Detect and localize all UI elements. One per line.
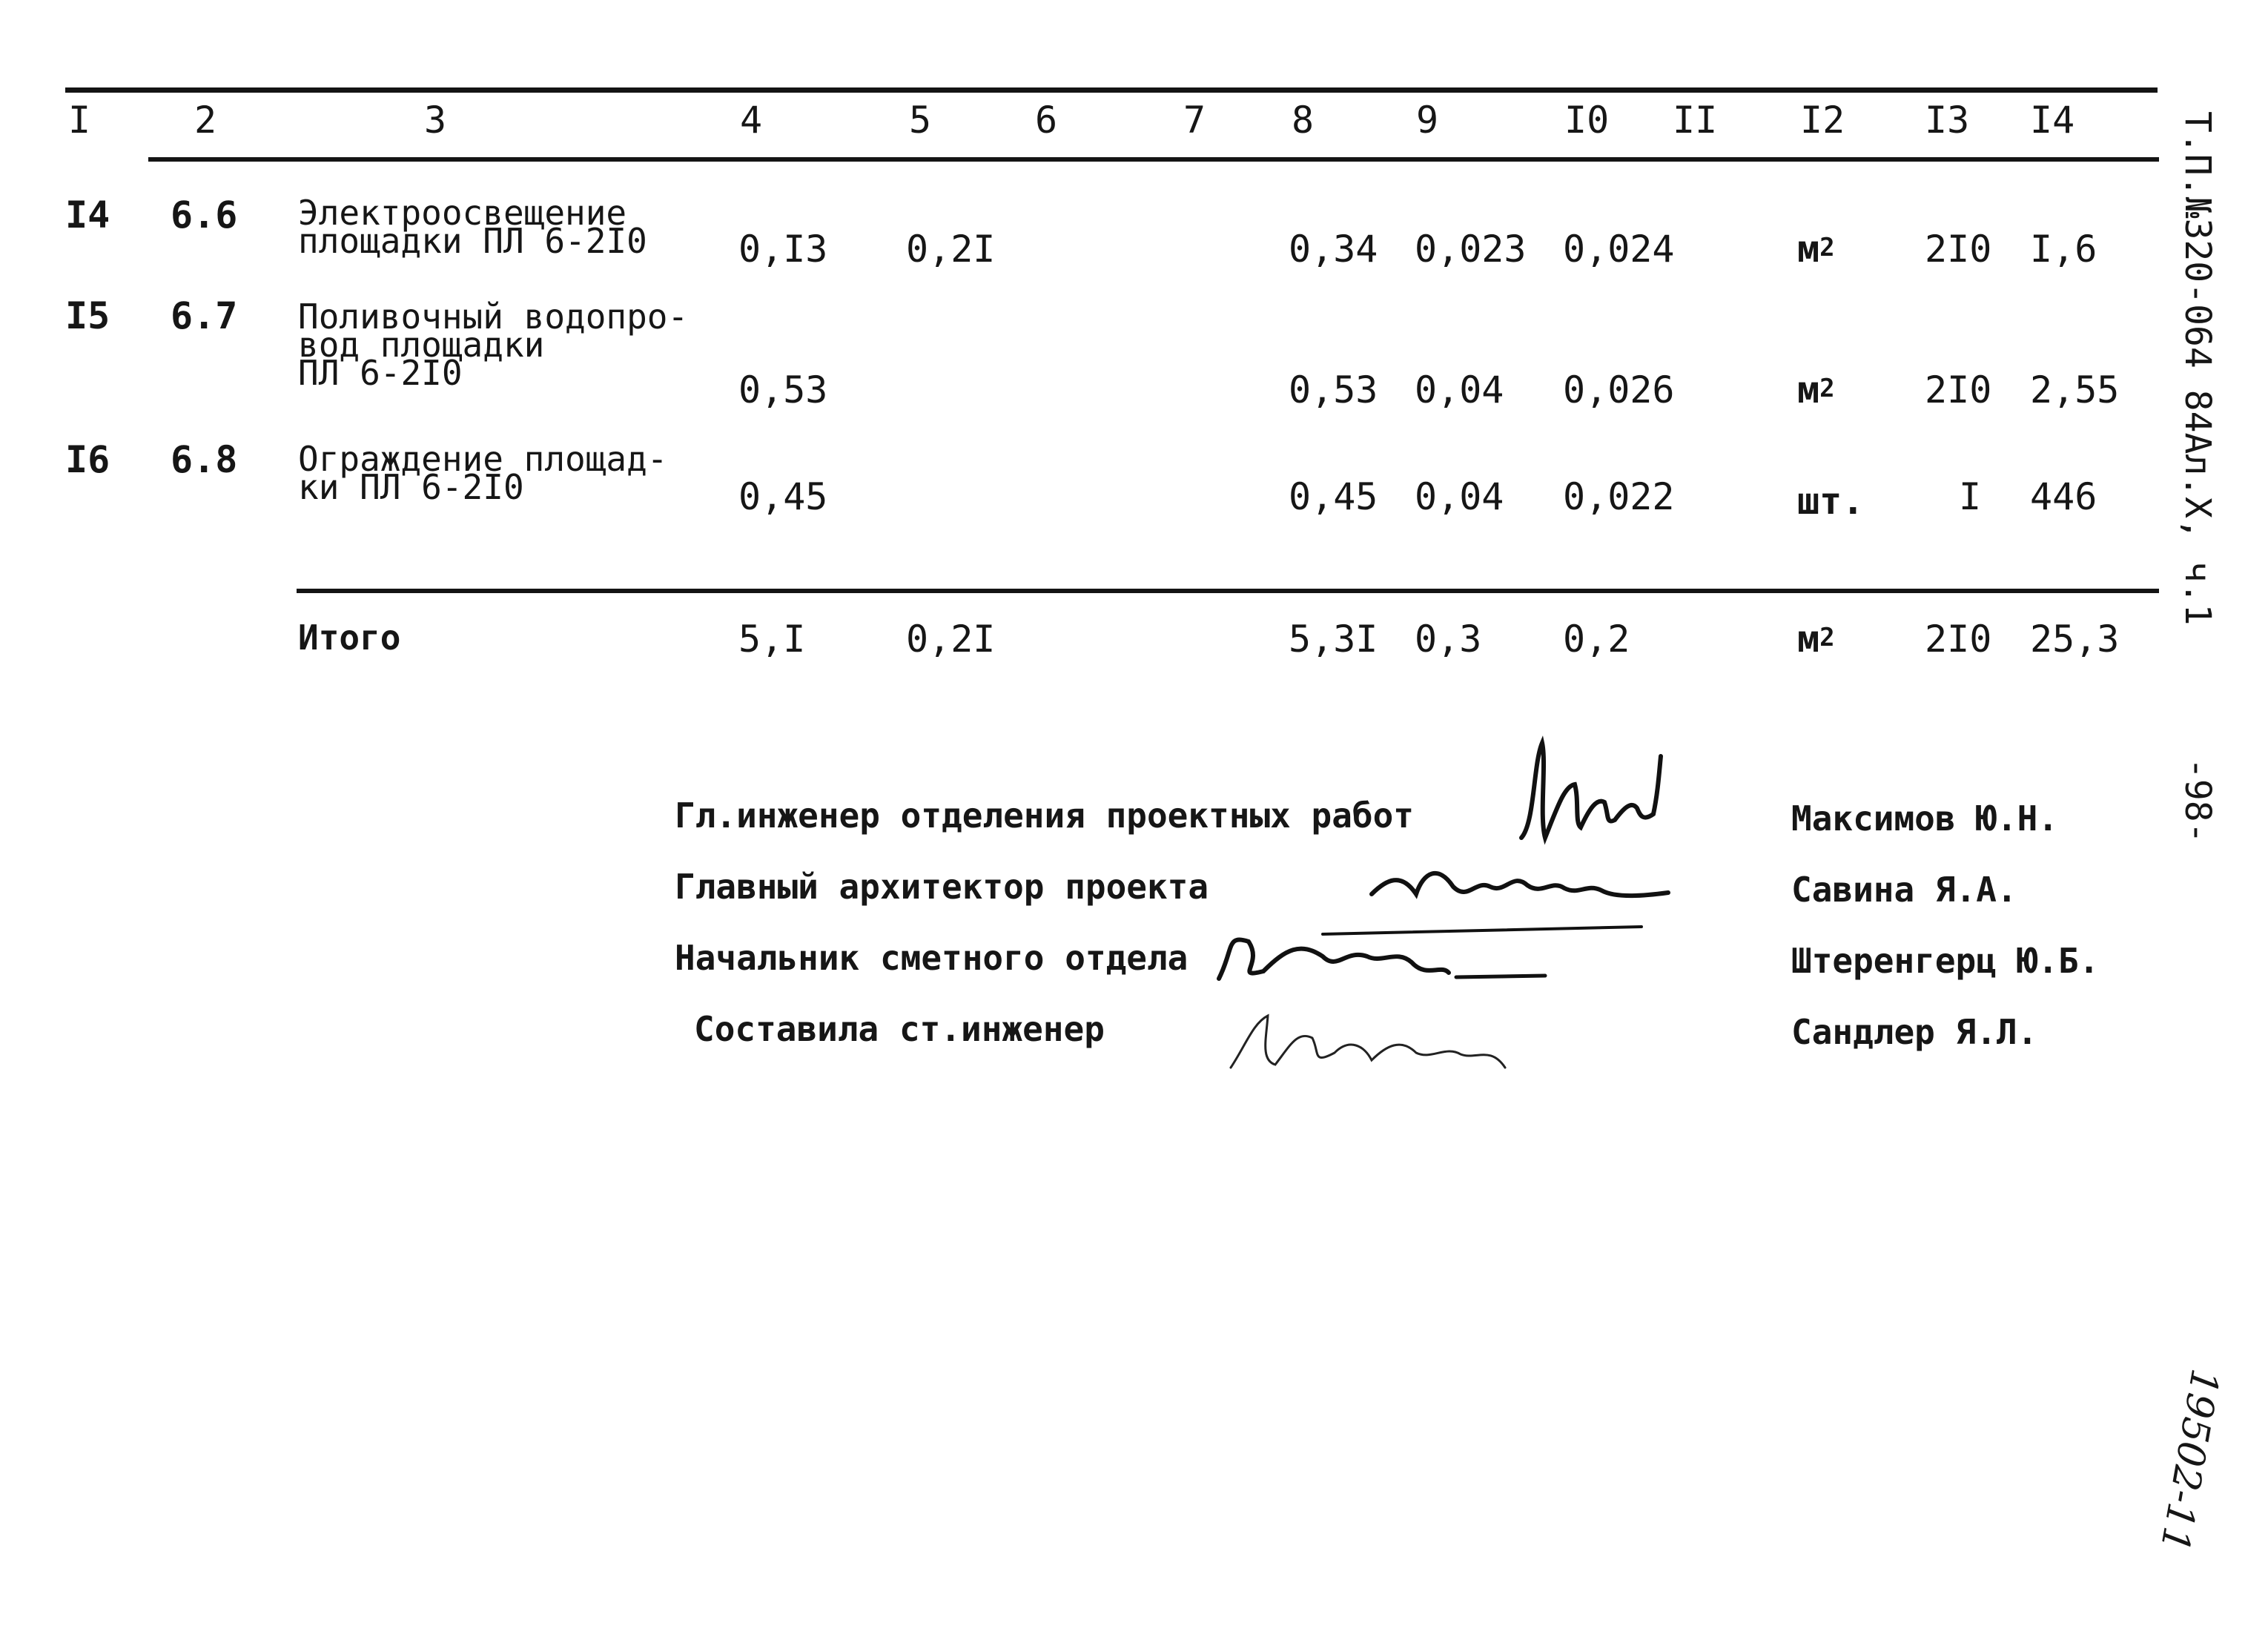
col-header: 2: [194, 99, 217, 142]
cell-col13: I: [1959, 475, 1982, 518]
col-header: I4: [2030, 99, 2075, 142]
signature-image: [1512, 734, 1676, 853]
col-header: 4: [740, 99, 763, 142]
cell-col13: 2I0: [1925, 618, 1992, 661]
row-name: Ограждение площад- ки ПЛ 6-2I0: [298, 439, 668, 507]
col-header: I: [68, 99, 91, 142]
cell-col10: 0,024: [1563, 228, 1675, 271]
signatory-position: Гл.инженер отделения проектных работ: [675, 796, 1414, 836]
signatory-name: Штеренгерц Ю.Б.: [1791, 941, 2100, 981]
cell-col10: 0,2: [1563, 618, 1630, 661]
cell-col4: 0,I3: [738, 228, 828, 271]
signature-image: [1223, 1001, 1520, 1082]
table-header-rule: [148, 157, 2159, 162]
cell-unit: $м^2$: [1797, 618, 1835, 661]
cell-unit: $м^2$: [1797, 368, 1835, 411]
row-number: I5: [65, 294, 110, 337]
table-top-rule: [65, 87, 2158, 93]
cell-col13: 2I0: [1925, 228, 1992, 271]
signatory-position: Составила ст.инженер: [694, 1009, 1105, 1049]
cell-col10: 0,026: [1563, 368, 1675, 411]
col-header: II: [1673, 99, 1718, 142]
cell-unit: $м^2$: [1797, 228, 1835, 271]
col-header: 6: [1035, 99, 1058, 142]
cell-col14: 446: [2030, 475, 2097, 518]
cell-col9: 0,3: [1415, 618, 1482, 661]
signatory-name: Максимов Ю.Н.: [1791, 798, 2059, 839]
signatory-position: Начальник сметного отдела: [675, 938, 1188, 978]
cell-col8: 0,53: [1289, 368, 1378, 411]
col-header: 5: [909, 99, 932, 142]
cell-col14: 2,55: [2030, 368, 2120, 411]
cell-col14: I,6: [2030, 228, 2097, 271]
cell-col8: 0,34: [1289, 228, 1378, 271]
row-code: 6.8: [171, 438, 238, 481]
row-code: 6.6: [171, 194, 238, 237]
total-label: Итого: [298, 618, 401, 658]
cell-col5: 0,2I: [906, 618, 996, 661]
col-header: I0: [1564, 99, 1610, 142]
cell-col4: 0,45: [738, 475, 828, 518]
col-header: I2: [1800, 99, 1845, 142]
row-name: Поливочный водопро- вод площадки ПЛ 6-2I0: [298, 297, 689, 393]
cell-col10: 0,022: [1563, 475, 1675, 518]
document-reference: Т.П.№320-064 84Ал.Х, ч.1: [2177, 111, 2218, 626]
total-rule: [297, 589, 2159, 593]
col-header: 8: [1292, 99, 1315, 142]
signatory-name: Сандлер Я.Л.: [1791, 1012, 2038, 1052]
cell-col4: 5,I: [738, 618, 806, 661]
row-number: I6: [65, 438, 110, 481]
row-number: I4: [65, 194, 110, 237]
cell-col4: 0,53: [738, 368, 828, 411]
cell-col8: 0,45: [1289, 475, 1378, 518]
archive-number: 19502-11: [2151, 1365, 2227, 1555]
row-code: 6.7: [171, 294, 238, 337]
cell-col9: 0,04: [1415, 368, 1504, 411]
cell-col9: 0,04: [1415, 475, 1504, 518]
cell-col5: 0,2I: [906, 228, 996, 271]
cell-unit: шт.: [1797, 480, 1865, 523]
cell-col9: 0,023: [1415, 228, 1527, 271]
cell-col13: 2I0: [1925, 368, 1992, 411]
row-name: Электроосвещение площадки ПЛ 6-2I0: [298, 193, 647, 261]
cell-col8: 5,3I: [1289, 618, 1378, 661]
col-header: 7: [1183, 99, 1206, 142]
col-header: I3: [1925, 99, 1970, 142]
cell-col14: 25,3: [2030, 618, 2120, 661]
signature-image: [1204, 919, 1649, 993]
signature-image: [1364, 850, 1676, 916]
col-header: 3: [424, 99, 447, 142]
signatory-position: Главный архитектор проекта: [675, 867, 1209, 907]
signatory-name: Савина Я.А.: [1791, 870, 2017, 910]
page-number: -98-: [2177, 758, 2218, 844]
col-header: 9: [1416, 99, 1439, 142]
